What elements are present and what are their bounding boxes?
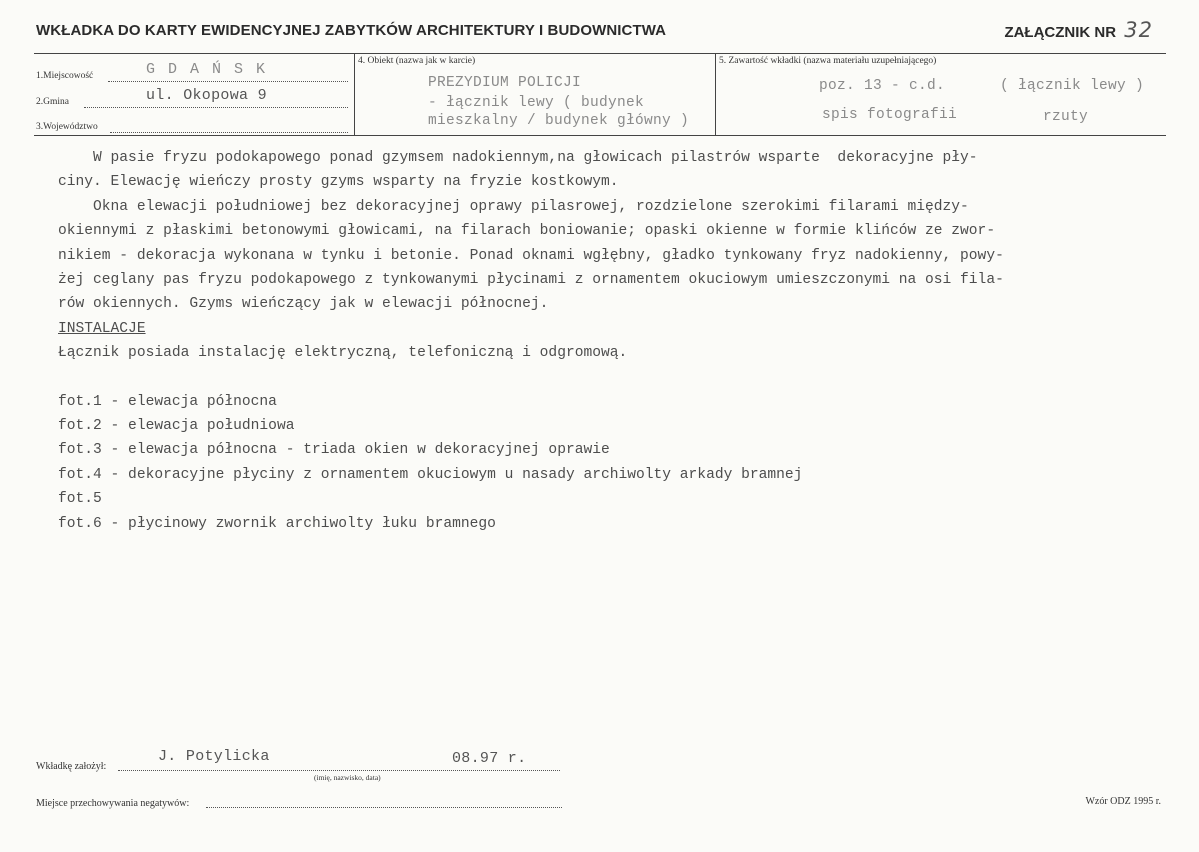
author-hint: (imię, nazwisko, data) — [314, 773, 381, 782]
description-line: ciny. Elewację wieńczy prosty gzyms wsparty na fryzie kostkowym. — [58, 174, 619, 191]
author-name: J. Potylicka — [158, 748, 270, 765]
wojewodztwo-label: 3.Województwo — [36, 122, 98, 132]
description-body — [58, 146, 1158, 536]
gmina-label: 2.Gmina — [36, 97, 69, 107]
attachment-number — [1004, 18, 1153, 42]
obiekt-label: 4. Obiekt (nazwa jak w karcie) — [358, 56, 476, 66]
zawartosc-label: 5. Zawartość wkładki (nazwa materiału uzupełniającego) — [719, 56, 937, 66]
photo-entry: fot.6 - płycinowy zwornik archiwolty łuku bramnego — [58, 515, 496, 532]
form-code: Wzór ODZ 1995 r. — [1085, 796, 1161, 807]
author-dots — [118, 770, 560, 771]
description-line: okiennymi z płaskimi betonowymi głowicami, na filarach boniowanie; opaski okienne w formie klińców ze zwor- — [58, 223, 996, 240]
author-label: Wkładkę założył: — [36, 761, 107, 772]
obiekt-line-1: PREZYDIUM POLICJI — [428, 75, 582, 91]
section-heading-installations: INSTALACJE — [58, 320, 146, 337]
attachment-number-value: 32 — [1124, 18, 1153, 42]
negatives-label: Miejsce przechowywania negatywów: — [36, 798, 190, 809]
description-line: żej ceglany pas fryzu podokapowego z tynkowanymi płycinami z ornamentem okuciowym umieszczonymi na osi fila- — [58, 272, 1004, 289]
miejscowosc-label: 1.Miejscowość — [36, 71, 94, 81]
description-line: Okna elewacji południowej bez dekoracyjnej oprawy pilasrowej, rozdzielone szerokimi filarami między- — [58, 198, 969, 215]
photo-entry: fot.2 - elewacja południowa — [58, 418, 295, 435]
gmina-dots — [84, 107, 348, 108]
zawartosc-photo-list: spis fotografii — [822, 107, 958, 123]
description-line: nikiem - dekoracja wykonana w tynku i betonie. Ponad oknami wgłębny, gładko tynkowany fryz nadokienny, powy- — [58, 247, 1004, 264]
wojewodztwo-dots — [110, 132, 348, 133]
document-title: WKŁADKA DO KARTY EWIDENCYJNEJ ZABYTKÓW ARCHITEKTURY I BUDOWNICTWA — [36, 22, 667, 39]
attachment-label: ZAŁĄCZNIK NR — [1004, 24, 1117, 41]
photo-entry: fot.4 - dekoracyjne płyciny z ornamentem okuciowym u nasady archiwolty arkady bramnej — [58, 466, 803, 483]
negatives-dots — [206, 807, 562, 808]
obiekt-line-2: - łącznik lewy ( budynek — [428, 95, 645, 111]
gmina-value: ul. Okopowa 9 — [146, 87, 267, 104]
photo-entry: fot.1 - elewacja północna — [58, 393, 277, 410]
zawartosc-position: poz. 13 - c.d. — [819, 78, 946, 94]
zawartosc-plans: rzuty — [1043, 109, 1089, 125]
photo-entry: fot.5 — [58, 491, 102, 508]
zawartosc-part: ( łącznik lewy ) — [1000, 78, 1145, 94]
description-line: W pasie fryzu podokapowego ponad gzymsem nadokiennym,na głowicach pilastrów wsparte dekoracyjne pły- — [58, 150, 978, 166]
author-date: 08.97 r. — [452, 750, 527, 767]
obiekt-line-3: mieszkalny / budynek główny ) — [428, 113, 690, 129]
grid-divider-1 — [354, 53, 355, 135]
spacer — [58, 366, 1158, 390]
miejscowosc-dots — [108, 81, 348, 82]
photo-entry: fot.3 - elewacja północna - triada okien w dekoracyjnej oprawie — [58, 442, 610, 459]
description-line: rów okiennych. Gzyms wieńczący jak w elewacji północnej. — [58, 296, 549, 313]
grid-divider-2 — [715, 53, 716, 135]
grid-bottom-border — [34, 135, 1166, 136]
miejscowosc-value: G D A Ń S K — [146, 61, 268, 78]
identification-grid — [34, 53, 1166, 135]
grid-top-border — [34, 53, 1166, 54]
installation-text: Łącznik posiada instalację elektryczną, telefoniczną i odgromową. — [58, 345, 628, 362]
